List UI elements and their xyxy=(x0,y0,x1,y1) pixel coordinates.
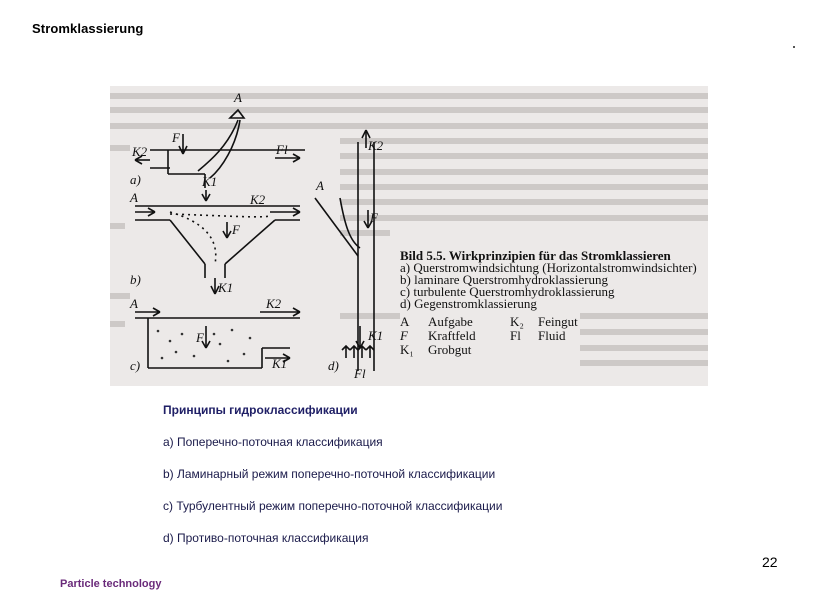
caption-item-d: d) Противо-поточная классификация xyxy=(163,531,369,545)
legend-val-fl: Fluid xyxy=(538,328,566,343)
label-K1-b: K1 xyxy=(218,280,234,295)
figure-caption-item-a: a) Querstromwindsichtung (Horizontalstromwindsichter) xyxy=(400,260,697,275)
label-K1-c: K1 xyxy=(272,356,288,371)
legend-key-a: A xyxy=(400,314,410,329)
label-K2-c: K2 xyxy=(266,296,282,311)
label-A-b: A xyxy=(130,190,138,205)
figure-caption-item-b: b) laminare Querstromhydroklassierung xyxy=(400,272,608,287)
caption-block xyxy=(163,403,763,563)
label-d: d) xyxy=(328,358,339,373)
figure-caption xyxy=(399,248,697,357)
figure-drawing xyxy=(110,86,708,386)
legend-val-k2: Feingut xyxy=(538,314,578,329)
legend-val-f: Kraftfeld xyxy=(428,328,476,343)
legend-val-k1: Grobgut xyxy=(428,342,472,357)
legend-key-f: F xyxy=(400,328,408,343)
figure-caption-item-d: d) Gegenstromklassierung xyxy=(400,296,537,311)
slide-title: Stromklassierung xyxy=(32,21,144,36)
page-number: 22 xyxy=(762,554,778,570)
scanned-figure xyxy=(110,86,708,386)
label-A-d: A xyxy=(316,178,324,193)
caption-item-c: c) Турбулентный режим поперечно-поточной классификации xyxy=(163,499,503,513)
label-c: c) xyxy=(130,358,141,373)
diagram-d xyxy=(315,130,374,371)
label-F-d: F xyxy=(370,210,378,225)
caption-heading: Принципы гидроклассификации xyxy=(163,403,358,417)
label-Fl-a: Fl xyxy=(276,142,288,157)
label-K1-a: K1 xyxy=(202,174,218,189)
label-Fl-d: Fl xyxy=(354,366,366,381)
caption-item-a: a) Поперечно-поточная классификация xyxy=(163,435,383,449)
legend-key-k1: K₁ xyxy=(400,342,414,357)
corner-dot xyxy=(793,46,795,48)
label-a: a) xyxy=(130,172,141,187)
figure-caption-item-c: c) turbulente Querstromhydroklassierung xyxy=(400,284,615,299)
legend-key-fl: Fl xyxy=(510,328,521,343)
label-F-a: F xyxy=(172,130,180,145)
legend-val-a: Aufgabe xyxy=(428,314,473,329)
label-F-b: F xyxy=(232,222,240,237)
legend-key-k2: K₂ xyxy=(510,314,524,329)
label-K1-d: K1 xyxy=(368,328,384,343)
label-b: b) xyxy=(130,272,141,287)
label-A-c: A xyxy=(130,296,138,311)
diagram-a-labels xyxy=(130,90,288,189)
label-K2-d: K2 xyxy=(368,138,384,153)
caption-item-b: b) Ламинарный режим поперечно-поточной классификации xyxy=(163,467,496,481)
label-F-c: F xyxy=(196,330,204,345)
label-K2-a: K2 xyxy=(132,144,148,159)
footer-text: Particle technology xyxy=(60,578,162,590)
diagram-c-labels xyxy=(129,296,287,373)
figure-caption-title: Bild 5.5. Wirkprinzipien für das Stromklassieren xyxy=(400,248,671,263)
label-K2-b: K2 xyxy=(250,192,266,207)
label-A-a: A xyxy=(234,90,242,105)
